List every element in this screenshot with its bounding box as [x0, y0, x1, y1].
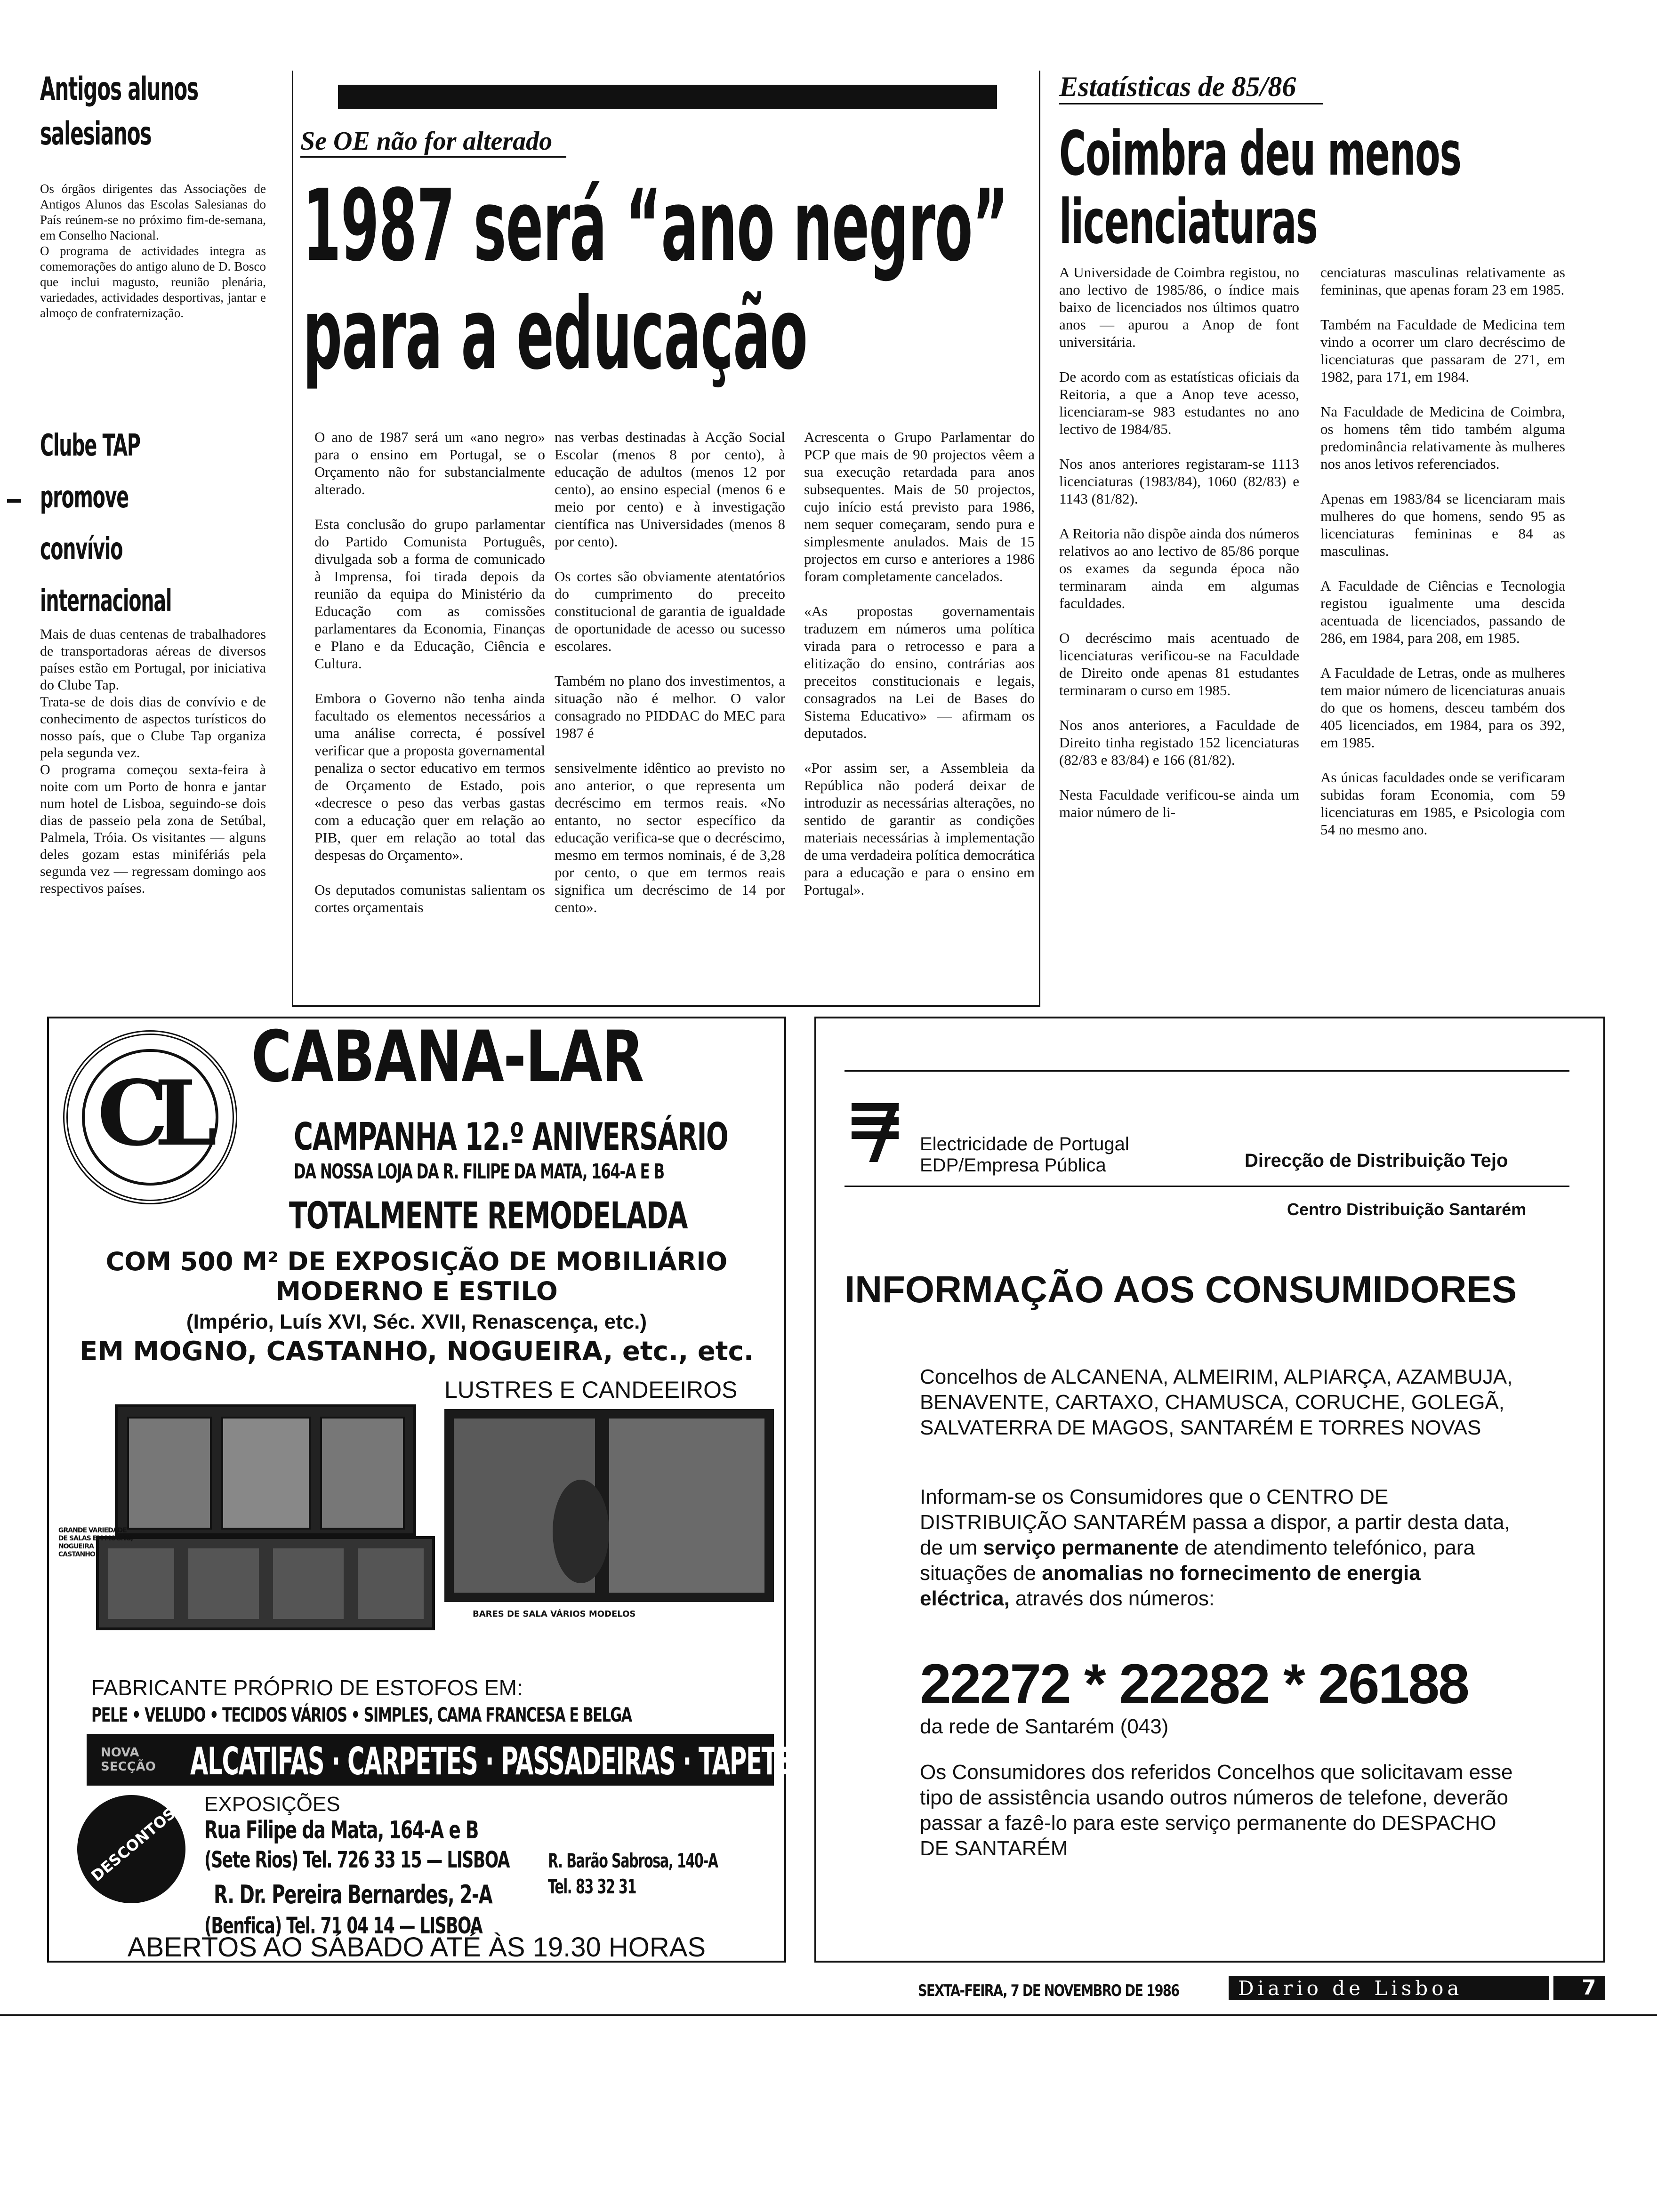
stats-col-1: A Universidade de Coimbra registou, no ano lectivo de 1985/86, o índice mais baixo de licenciados nos últimos quatro anos — apurou a Anop de font universitária. De acordo com as estatísticas oficiais da Reitoria, a que a Anop teve acesso, licenciaram-se 983 estudantes no ano lectivo de 1984/85. Nos anos anteriores registaram-se 1113 licenciaturas (1983/84), 1060 (82/83) e 1143 (81/82). A Reitoria não dispõe ainda dos números relativos ao ano lectivo de 85/86 porque os exames da segunda época não terminaram ainda em algumas faculdades. O decréscimo mais acentuado de licenciaturas verificou-se na Faculdade de Direito onde apenas 81 estudantes terminaram o curso em 1985. Nos anos anteriores, a Faculdade de Direito tinha registado 152 licenciaturas (82/83 e 83/84) e 166 (81/82). Nesta Faculdade verificou-se ainda um maior número de li-	[1059, 264, 1299, 820]
notice-part-e: através dos números:	[1009, 1587, 1215, 1610]
edp-phones: 22272 * 22282 * 26188	[920, 1652, 1468, 1715]
headline-tap-2: promove	[40, 480, 129, 515]
cabinet-door-4	[358, 1548, 424, 1619]
cabana-expo-1: COM 500 M² DE EXPOSIÇÃO DE MOBILIÁRIO	[105, 1247, 728, 1276]
cabinet-door-3	[273, 1548, 344, 1619]
cabana-brand: CABANA-LAR	[251, 1016, 643, 1098]
cabinet-door-2	[188, 1548, 259, 1619]
article-kicker: Se OE não for alterado	[300, 126, 566, 158]
cabana-remodel: TOTALMENTE REMODELADA	[289, 1195, 688, 1237]
fabrics-line: PELE • VELUDO • TECIDOS VÁRIOS • SIMPLES, CAMA FRANCESA E BELGA	[91, 1703, 632, 1726]
discount-badge	[77, 1795, 185, 1903]
cabinet-glass-left	[127, 1417, 212, 1530]
headline-salesianos-2: salesianos	[40, 115, 152, 152]
footer-masthead	[1229, 1976, 1549, 2000]
edp-top-rule	[845, 1070, 1569, 1072]
nova-seccao-tag: NOVA SECÇÃO	[101, 1746, 156, 1774]
edp-centre: Centro Distribuição Santarém	[1287, 1200, 1527, 1219]
bar-plant	[553, 1480, 609, 1583]
notice-part-c: de atendimento telefónico, para situações de	[920, 1536, 1475, 1585]
edp-closing: Os Consumidores dos referidos Concelhos que solicitavam esse tipo de assistência usando outros números de telefone, deverão passar a fazê-lo para este serviço permanente do DESPACHO DE SANTARÉM	[920, 1761, 1513, 1860]
address-1-phone: (Sete Rios) Tel. 726 33 15 — LISBOA	[204, 1847, 510, 1873]
cabana-logo	[63, 1030, 237, 1204]
carpets-banner	[87, 1734, 809, 1786]
article-title-line1: 1987 será “ano negro”	[303, 168, 1008, 283]
bottom-rule	[0, 2014, 1657, 2016]
cabana-woods: EM MOGNO, CASTANHO, NOGUEIRA, etc., etc.	[79, 1336, 754, 1367]
bar-photo	[444, 1409, 774, 1602]
logo-monogram: CL	[97, 1061, 203, 1166]
center-article	[292, 71, 1040, 1007]
headline-tap-4: internacional	[40, 584, 172, 618]
cabana-campaign: CAMPANHA 12.º ANIVERSÁRIO	[294, 1115, 728, 1159]
edp-notice	[920, 1484, 1513, 1611]
edp-network: da rede de Santarém (043)	[920, 1715, 1169, 1738]
notice-part-a: Informam-se os Consumidores que o CENTRO DE DISTRIBUIÇÃO SANTARÉM passa a dispor, a partir desta data, de um	[920, 1485, 1510, 1559]
expos-label: EXPOSIÇÕES	[204, 1793, 340, 1816]
cabinet-caption: GRANDE VARIEDADE DE SALAS EM MOGNO, NOGUEIRA E CASTANHO	[58, 1527, 133, 1558]
footer-page-box	[1553, 1976, 1605, 2000]
headline-tap-3: convívio	[40, 532, 123, 567]
bar-shelf-right	[609, 1419, 764, 1593]
cabinet-photo	[58, 1386, 430, 1649]
edp-org-1: Electricidade de Portugal	[920, 1134, 1129, 1154]
edp-councils: Concelhos de ALCANENA, ALMEIRIM, ALPIARÇA, AZAMBUJA, BENAVENTE, CARTAXO, CHAMUSCA, CORUCHE, GOLEGÃ, SALVATERRA DE MAGOS, SANTARÉM E TORRES NOVAS	[920, 1365, 1513, 1439]
headline-tap-1: Clube TAP	[40, 428, 140, 463]
cabana-lar-ad	[47, 1016, 809, 1963]
article-tap: Mais de duas centenas de trabalhadores de transportadoras aéreas de diversos países estão em Portugal, por iniciativa do Clube Tap. Trata-se de dois dias de convívio e de conhecimento de aspectos turísticos do nosso país, que o Clube Tap organiza pela segunda vez. O programa começou sexta-feira à noite com um Porto de honra e jantar num hotel de Lisboa, seguindo-se dois dias de passeio pela zona de Setúbal, Palmela, Tróia. Os visitantes — alguns deles gozam estas minifériás pela segunda vez — regressam domingo aos respectivos países.	[40, 626, 266, 896]
opening-hours: ABERTOS AO SÁBADO ATÉ ÀS 19.30 HORAS	[127, 1932, 706, 1963]
edp-ad	[814, 1017, 1605, 1963]
article-col-2: nas verbas destinadas à Acção Social Escolar (menos 8 por cento), à educação de adultos (menos 12 por cento), ao ensino especial (menos 6 e meio por cento) e à investigação científica nas Universidades (menos 8 por cento). Os cortes são obviamente atentatórios do cumprimento do preceito constitucional de garantia de igualdade de oportunidade de acesso ou sucesso escolares. Também no plano dos investimentos, a situação não é melhor. O valor consagrado no PIDDAC do MEC para 1987 é sensivelmente idêntico ao previsto no ano anterior, o que representa um decréscimo em termos reais. «No entanto, no sector específico da educação verifica-se que o decréscimo, mesmo em termos nominais, é de 3,28 por cento, o que em termos reais significa um decréscimo de 14 por cento».	[555, 429, 785, 915]
bar-caption: BARES DE SALA VÁRIOS MODELOS	[473, 1609, 636, 1619]
footer-paper-name: Diario de Lisboa	[1238, 1977, 1463, 2000]
notice-part-d: anomalias no fornecimento de energia eléctrica,	[920, 1562, 1421, 1610]
edp-logo-icon	[852, 1098, 903, 1164]
right-article	[1059, 71, 1619, 1007]
edp-mid-rule	[845, 1186, 1569, 1187]
headline-salesianos-1: Antigos alunos	[40, 71, 198, 108]
address-3-phone: (Benfica) Tel. 71 04 14 — LISBOA	[204, 1913, 483, 1939]
cabinet-top	[115, 1404, 416, 1536]
top-black-bar	[338, 85, 997, 109]
left-column	[40, 71, 271, 1007]
cabinet-base	[96, 1536, 435, 1630]
article-title-line2: para a educação	[303, 276, 807, 392]
footer-page-number: 7	[1582, 1976, 1596, 2000]
stats-title-1: Coimbra deu menos	[1059, 118, 1461, 189]
address-3: R. Dr. Pereira Bernardes, 2-A	[214, 1880, 492, 1909]
stats-title-2: licenciaturas	[1059, 186, 1318, 257]
cabinet-door-1	[108, 1548, 174, 1619]
address-1: Rua Filipe da Mata, 164-A e B	[204, 1816, 479, 1844]
pointer-mark	[7, 499, 21, 503]
cabana-expo-2: MODERNO E ESTILO	[275, 1276, 558, 1306]
edp-title: INFORMAÇÃO AOS CONSUMIDORES	[845, 1268, 1517, 1310]
footer-date: SEXTA-FEIRA, 7 DE NOVEMBRO DE 1986	[918, 1981, 1179, 2000]
lustres-label: LUSTRES E CANDEEIROS	[444, 1377, 738, 1403]
discount-text: DESCONTOS	[88, 1804, 179, 1885]
maker-label: FABRICANTE PRÓPRIO DE ESTOFOS EM:	[91, 1675, 523, 1700]
cabana-store: DA NOSSA LOJA DA R. FILIPE DA MATA, 164-A E B	[294, 1160, 664, 1184]
address-2-phone: Tel. 83 32 31	[548, 1875, 636, 1898]
cabinet-glass-right	[320, 1417, 405, 1530]
address-2: R. Barão Sabrosa, 140-A	[548, 1849, 718, 1872]
edp-org-2: EDP/Empresa Pública	[920, 1155, 1106, 1176]
notice-part-b: serviço permanente	[983, 1536, 1179, 1559]
article-salesianos: Os órgãos dirigentes das Associações de Antigos Alunos das Escolas Salesianas do País reúnem-se no próximo fim-de-semana, em Conselho Nacional. O programa de actividades integra as comemorações do antigo aluno de D. Bosco que inclui magusto, reunião plenária, variedades, actividades desportivas, jantar e almoço de confraternização.	[40, 182, 266, 320]
cabinet-glass-center	[221, 1417, 311, 1530]
stats-kicker: Estatísticas de 85/86	[1059, 71, 1323, 104]
stats-col-2: cenciaturas masculinas relativamente as femininas, que apenas foram 23 em 1985. Também na Faculdade de Medicina tem vindo a ocorrer um claro decréscimo de licenciaturas que passaram de 271, em 1982, para 171, em 1984. Na Faculdade de Medicina de Coimbra, os homens têm tido também alguma predominância relativamente às mulheres nos anos letivos referenciados. Apenas em 1983/84 se licenciaram mais mulheres do que homens, sendo 95 as licenciaturas femininas e 84 as masculinas. A Faculdade de Ciências e Tecnologia registou igualmente uma descida acentuada de licenciados, passando de 286, em 1984, para 208, em 1985. A Faculdade de Letras, onde as mulheres tem maior número de licenciaturas anuais do que os homens, desceu também dos 405 licenciados, em 1984, para os 392, em 1985. As únicas faculdades onde se verificaram subidas foram Economia, com 59 licenciaturas em 1985, e Psicologia com 54 no mesmo ano.	[1320, 264, 1565, 838]
article-col-1: O ano de 1987 será um «ano negro» para o ensino em Portugal, se o Orçamento não for substancialmente alterado. Esta conclusão do grupo parlamentar do Partido Comunista Português, divulgada sob a forma de comunicado à Imprensa, foi tirada depois da reunião da equipa do Ministério da Educação com as comissões parlamentares da Economia, Finanças e Plano e da Educação, Ciência e Cultura. Embora o Governo não tenha ainda facultado os elementos necessários a uma análise correcta, é possível verificar que a proposta governamental penaliza o sector educativo em termos de Orçamento de Estado, pois «decresce o peso das verbas gastas com a educação quer em relação ao PIB, quer em relação ao total das despesas do Orçamento». Os deputados comunistas salientam os cortes orçamentais	[314, 429, 545, 915]
article-col-3: Acrescenta o Grupo Parlamentar do PCP que mais de 90 projectos vêem a sua execução retardada para anos subsequentes. Mais de 50 projectos, cujo início está previsto para 1986, nem sequer começaram, sendo pura e simplesmente anulados. Mais de 15 projectos em curso e anteriores a 1986 foram completamente cancelados. «As propostas governamentais traduzem em números uma política virada para o retrocesso e para a elitização do ensino, contrárias aos preceitos constitucionais e legais, consagrados na Lei de Bases do Sistema Educativo» — afirmam os deputados. «Por assim ser, a Assembleia da República não poderá deixar de introduzir as necessárias alterações, no sentido de garantir as condições materiais necessárias à implementação de uma verdadeira política democrática para a educação e para o ensino em Portugal».	[804, 429, 1035, 898]
edp-direction: Direcção de Distribuição Tejo	[1245, 1150, 1508, 1171]
carpets-text: ALCATIFAS · CARPETES · PASSADEIRAS · TAPETES	[190, 1739, 809, 1783]
cabana-styles: (Império, Luís XVI, Séc. XVII, Renascença, etc.)	[186, 1310, 647, 1333]
